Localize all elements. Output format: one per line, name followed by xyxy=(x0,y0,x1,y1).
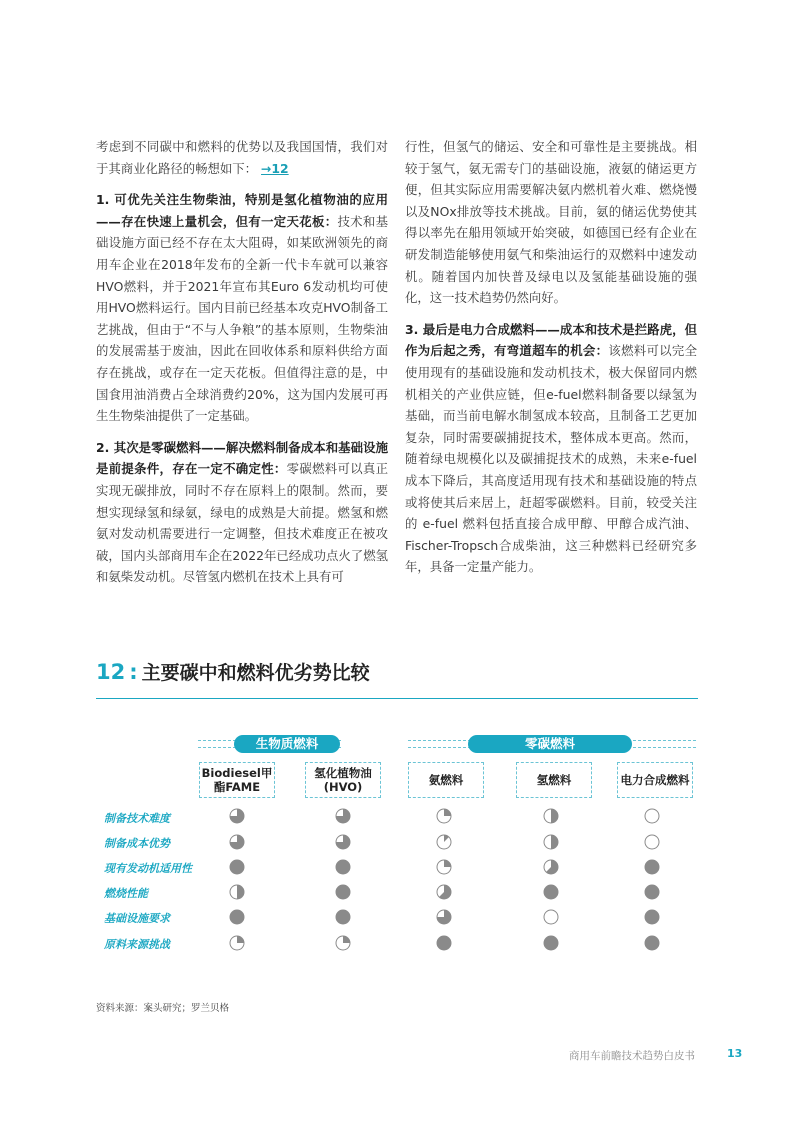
paragraph-1-heading: 1. 可优先关注生物柴油，特别是氢化植物油的应用——存在快速上量机会，但有一定天花板： xyxy=(96,192,388,229)
harvey-ball-icon xyxy=(335,808,351,824)
paragraph-1 xyxy=(96,189,388,427)
harvey-ball-icon xyxy=(543,909,559,925)
paragraph-2-continued: 行性，但氢气的储运、安全和可靠性是主要挑战。相较于氢气，氨无需专门的基础设施，液氨的储运更方便，但其实际应用需要解决氨内燃机着火难、燃烧慢以及NOx排放等技术挑战。目前，氨的储运优势使其得以率先在船用领域开始突破，如德国已经有企业在研发制造能够使用氨气和柴油运行的双燃料中速发动机。随着国内加快普及绿电以及氢能基础设施的强化，这一技术趋势仍然向好。 xyxy=(405,139,697,306)
harvey-ball-icon xyxy=(543,935,559,951)
column-header-fame: Biodiesel甲酯FAME xyxy=(199,762,275,798)
column-header-ammonia: 氨燃料 xyxy=(408,762,484,798)
harvey-ball-icon xyxy=(543,859,559,875)
paragraph-3-heading: 3. 最后是电力合成燃料——成本和技术是拦路虎，但作为后起之秀，有弯道超车的机会： xyxy=(405,321,697,359)
harvey-ball-icon xyxy=(644,808,660,824)
right-column xyxy=(405,136,697,588)
paragraph-2-heading: 2. 其次是零碳燃料——解决燃料制备成本和基础设施是前提条件，存在一定不确定性： xyxy=(96,439,388,477)
harvey-ball-icon xyxy=(644,935,660,951)
page-number: 13 xyxy=(727,1047,743,1060)
harvey-ball-icon xyxy=(335,935,351,951)
figure-reference-link[interactable]: →12 xyxy=(261,160,289,176)
harvey-ball-icon xyxy=(644,884,660,900)
source-note: 资料来源：案头研究；罗兰贝格 xyxy=(96,1003,230,1014)
row-label-feedstock-challenge: 原料来源挑战 xyxy=(104,938,170,951)
column-header-hvo: 氢化植物油(HVO) xyxy=(305,762,381,798)
harvey-ball-icon xyxy=(335,834,351,850)
row-label-cost-advantage: 制备成本优势 xyxy=(104,837,170,850)
group-label-zero-carbon: 零碳燃料 xyxy=(468,735,632,753)
harvey-ball-icon xyxy=(436,859,452,875)
paragraph-2 xyxy=(96,437,388,588)
figure-number-colon: : xyxy=(129,660,138,684)
figure-title-text: 主要碳中和燃料优劣势比较 xyxy=(141,662,370,684)
harvey-ball-icon xyxy=(436,935,452,951)
harvey-ball-icon xyxy=(229,935,245,951)
harvey-ball-icon xyxy=(644,859,660,875)
harvey-ball-icon xyxy=(436,884,452,900)
paragraph-3 xyxy=(405,319,697,578)
harvey-ball-icon xyxy=(543,808,559,824)
left-column xyxy=(96,136,388,598)
harvey-ball-icon xyxy=(436,834,452,850)
figure-rule xyxy=(96,698,698,699)
harvey-ball-icon xyxy=(229,884,245,900)
harvey-ball-icon xyxy=(644,834,660,850)
column-header-efuel: 电力合成燃料 xyxy=(617,762,693,798)
footer-title: 商用车前瞻技术趋势白皮书 xyxy=(569,1050,695,1062)
harvey-ball-icon xyxy=(229,808,245,824)
figure-title xyxy=(96,658,370,685)
harvey-ball-icon xyxy=(335,859,351,875)
paragraph-1-body: 技术和基础设施方面已经不存在太大阻碍，如某欧洲领先的商用车企业在2018年发布的全新一代卡车就可以兼容HVO燃料，并于2021年宣布其Euro 6发动机均可使用HVO燃料运行。国内目前已经基本攻克HVO制备工艺挑战，但由于“不与人争粮”的基本原则，生物柴油的发展需基于废油，因此在回收体系和原料供给方面存在挑战，或存在一定天花板。但值得注意的是，中国食用油消费占全球消费约20%，这为国内发展可再生生物柴油提供了一定基础。 xyxy=(96,213,389,424)
harvey-ball-icon xyxy=(229,859,245,875)
row-label-combustion-performance: 燃烧性能 xyxy=(104,887,148,900)
harvey-ball-icon xyxy=(543,834,559,850)
harvey-ball-icon xyxy=(335,884,351,900)
harvey-ball-icon xyxy=(543,884,559,900)
intro-paragraph: 考虑到不同碳中和燃料的优势以及我国国情，我们对于其商业化路径的畅想如下： →12 xyxy=(96,139,388,176)
paragraph-3-body: 该燃料可以完全使用现有的基础设施和发动机技术，极大保留同内燃机相关的产业供应链，但e-fuel燃料制备要以绿氢为基础，而当前电解水制氢成本较高，且制备工艺更加复杂，同时需要碳捕捉技术，整体成本更高。然而，随着绿电规模化以及碳捕捉技术的成熟，未来e-fuel成本下降后，其高度适用现有技术和基础设施的特点或将使其后来居上，赶超零碳燃料。目前，较受关注的 e-fuel 燃料包括直接合成甲醇、甲醇合成汽油、Fischer-Tropsch合成柴油，这三种燃料已经研究多年，具备一定量产能力。 xyxy=(405,343,698,575)
column-header-hydrogen: 氢燃料 xyxy=(516,762,592,798)
harvey-ball-icon xyxy=(229,909,245,925)
row-label-technical-difficulty: 制备技术难度 xyxy=(104,812,170,825)
harvey-ball-icon xyxy=(436,808,452,824)
row-label-engine-compatibility: 现有发动机适用性 xyxy=(104,862,192,875)
harvey-ball-icon xyxy=(335,909,351,925)
row-label-infrastructure: 基础设施要求 xyxy=(104,912,170,925)
paragraph-2-body: 零碳燃料可以真正实现无碳排放，同时不存在原料上的限制。然而，要想实现绿氢和绿氨，绿电的成熟是大前提。燃氢和燃氨对发动机需要进行一定调整，但技术难度正在被攻破，国内头部商用车企在2022年已经成功点火了燃氢和氨柴发动机。尽管氢内燃机在技术上具有可 xyxy=(96,461,389,585)
harvey-ball-icon xyxy=(436,909,452,925)
harvey-ball-icon xyxy=(644,909,660,925)
harvey-ball-icon xyxy=(229,834,245,850)
figure-number: 12 xyxy=(96,660,126,684)
group-label-biomass: 生物质燃料 xyxy=(234,735,340,753)
